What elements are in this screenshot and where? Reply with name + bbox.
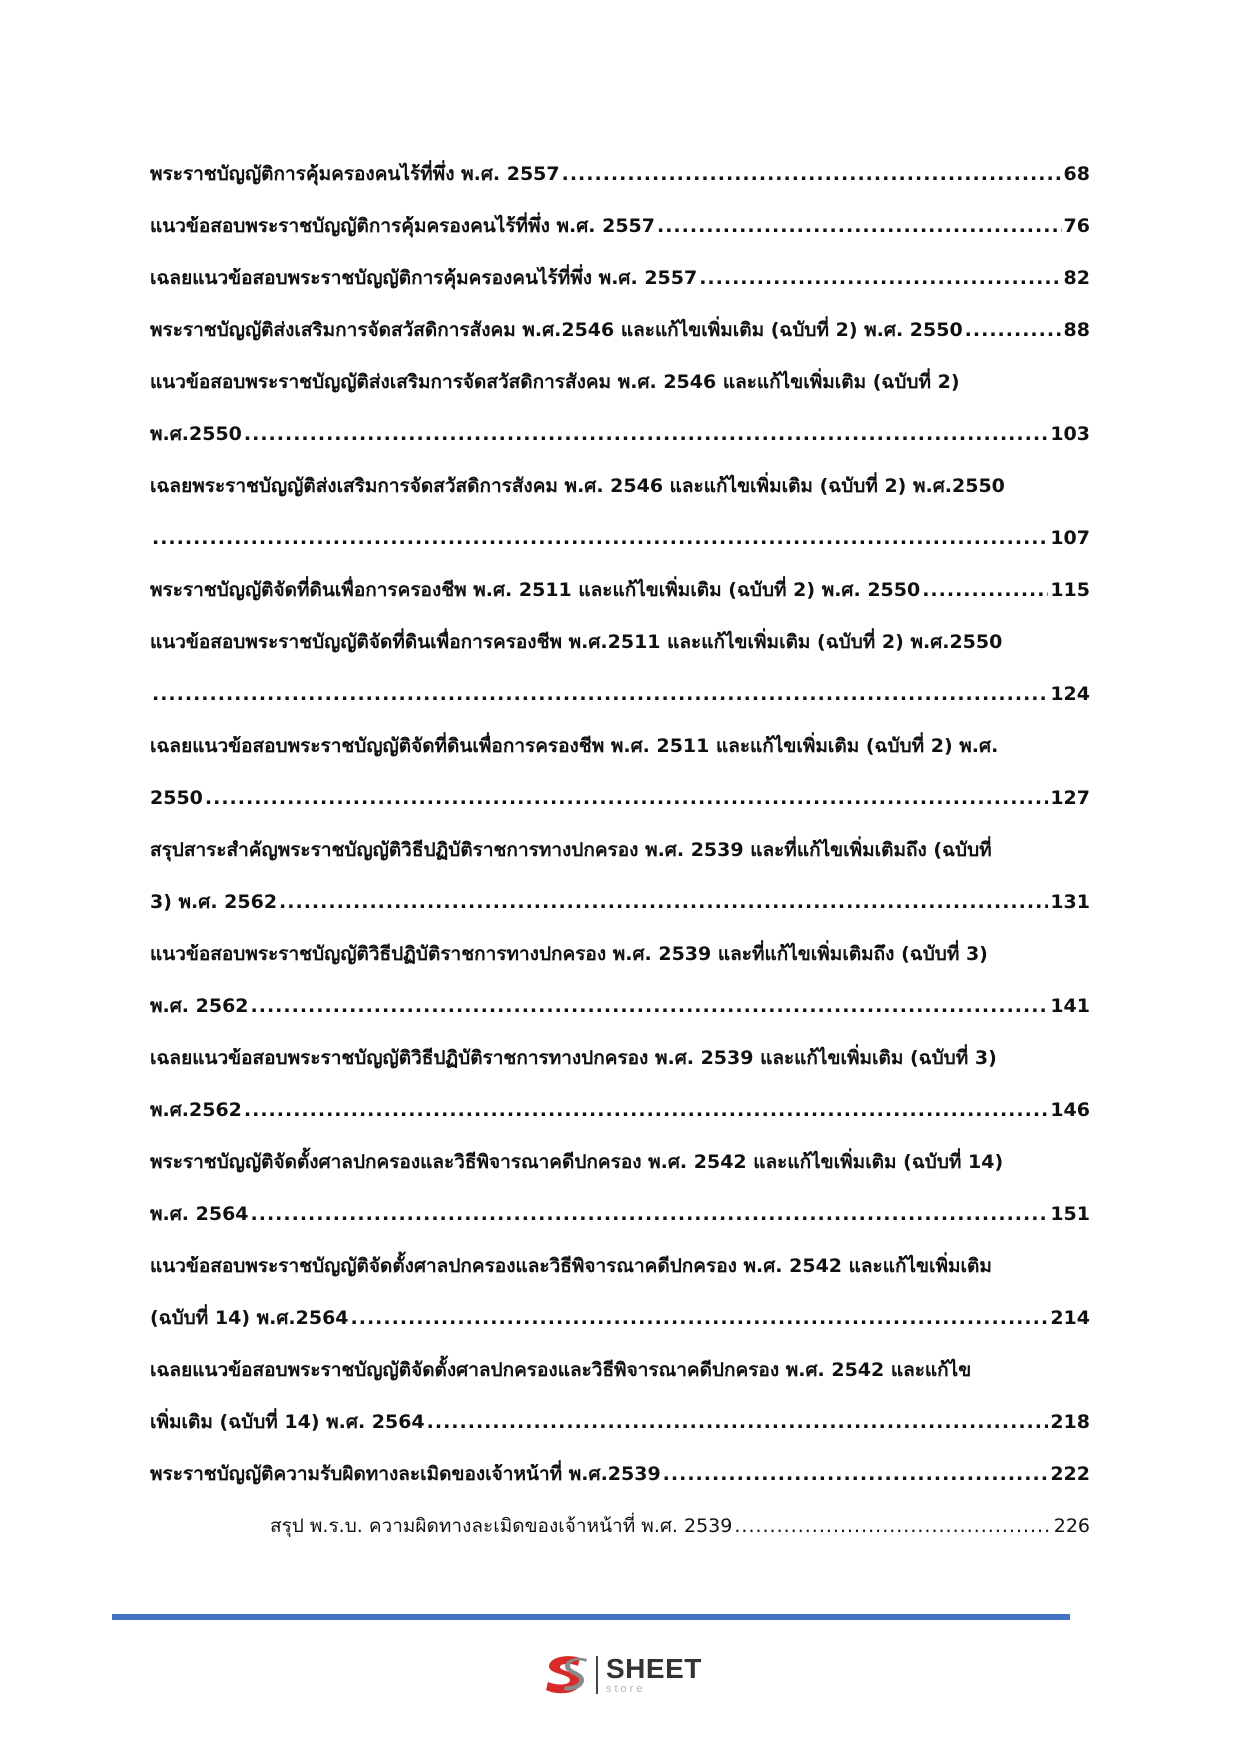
- toc-entry[interactable]: [150, 356, 1090, 460]
- toc-leader-dots: [734, 1500, 1051, 1552]
- toc-entry[interactable]: [150, 304, 1090, 356]
- toc-entry-page: 103: [1050, 423, 1090, 445]
- toc-leader-dots: [279, 876, 1048, 928]
- toc-entry-title-line1: แนวข้อสอบพระราชบัญญัติวิธีปฏิบัติราชการทางปกครอง พ.ศ. 2539 และที่แก้ไขเพิ่มเติมถึง (ฉบับที่ 3): [150, 943, 988, 965]
- toc-entry-page: 88: [1063, 319, 1090, 341]
- toc-entry-title-line2: เพิ่มเติม (ฉบับที่ 14) พ.ศ. 2564: [150, 1411, 425, 1433]
- toc-leader-dots: [699, 252, 1061, 304]
- logo-subtext: store: [606, 1683, 646, 1695]
- toc-entry[interactable]: [150, 200, 1090, 252]
- toc-entry[interactable]: [150, 460, 1090, 564]
- toc-entry-page: 115: [1050, 579, 1090, 601]
- toc-entry-page: 76: [1063, 215, 1090, 237]
- toc-entry-page: 127: [1050, 787, 1090, 809]
- toc-entry[interactable]: [150, 720, 1090, 824]
- toc-entry-title-line1: แนวข้อสอบพระราชบัญญัติจัดที่ดินเพื่อการครองชีพ พ.ศ.2511 และแก้ไขเพิ่มเติม (ฉบับที่ 2) พ.ศ.2550: [150, 631, 1003, 653]
- toc-entry-title-line1: พระราชบัญญัติจัดตั้งศาลปกครองและวิธีพิจารณาคดีปกครอง พ.ศ. 2542 และแก้ไขเพิ่มเติม (ฉบับที่ 14): [150, 1151, 1004, 1173]
- toc-entry-title-line2: (ฉบับที่ 14) พ.ศ.2564: [150, 1307, 349, 1329]
- toc-entry-title-line2: พ.ศ.2550: [150, 423, 242, 445]
- toc-entry-page: 68: [1063, 163, 1090, 185]
- toc-entry-title-line2: พ.ศ. 2564: [150, 1203, 249, 1225]
- logo-word: SHEET: [606, 1653, 702, 1684]
- toc-entry-title-line1: เฉลยแนวข้อสอบพระราชบัญญัติจัดตั้งศาลปกครองและวิธีพิจารณาคดีปกครอง พ.ศ. 2542 และแก้ไข: [150, 1359, 972, 1381]
- sheet-store-logo-icon: [540, 1652, 592, 1698]
- toc-leader-dots: [251, 980, 1049, 1032]
- toc-leader-dots: [205, 772, 1048, 824]
- toc-entry-title: สรุป พ.ร.บ. ความผิดทางละเมิดของเจ้าหน้าที่ พ.ศ. 2539: [270, 1515, 733, 1537]
- toc-leader-dots: [351, 1292, 1049, 1344]
- toc-entry-title-line1: เฉลยพระราชบัญญัติส่งเสริมการจัดสวัสดิการสังคม พ.ศ. 2546 และแก้ไขเพิ่มเติม (ฉบับที่ 2) พ.ศ.2550: [150, 475, 1005, 497]
- toc-entry[interactable]: [150, 1032, 1090, 1136]
- toc-leader-dots: [244, 408, 1048, 460]
- toc-entry[interactable]: [150, 252, 1090, 304]
- toc-entry-title: พระราชบัญญัติการคุ้มครองคนไร้ที่พึ่ง พ.ศ. 2557: [150, 163, 560, 185]
- toc-entry-title: แนวข้อสอบพระราชบัญญัติการคุ้มครองคนไร้ที่พึ่ง พ.ศ. 2557: [150, 215, 655, 237]
- toc-leader-dots: [965, 304, 1062, 356]
- toc-entry-page: 107: [1050, 527, 1090, 549]
- toc-entry[interactable]: [150, 1240, 1090, 1344]
- toc-entry-title-line2: 3) พ.ศ. 2562: [150, 891, 278, 913]
- toc-entry-page: 226: [1053, 1515, 1090, 1537]
- toc-entry[interactable]: [150, 148, 1090, 200]
- toc-entry[interactable]: [150, 824, 1090, 928]
- toc-entry-page: 82: [1063, 267, 1090, 289]
- toc-entry-title-line2: พ.ศ.2562: [150, 1099, 242, 1121]
- toc-entry[interactable]: [150, 616, 1090, 720]
- toc-leader-dots: [244, 1084, 1048, 1136]
- toc-leader-dots: [251, 1188, 1049, 1240]
- toc-entry-page: 141: [1050, 995, 1090, 1017]
- toc-entry-page: 218: [1050, 1411, 1090, 1433]
- sheet-store-logo: [540, 1652, 702, 1698]
- toc-entry[interactable]: [150, 1448, 1090, 1500]
- toc-leader-dots: [657, 200, 1062, 252]
- toc-leader-dots: [922, 564, 1048, 616]
- toc-entry-title-line1: เฉลยแนวข้อสอบพระราชบัญญัติวิธีปฏิบัติราชการทางปกครอง พ.ศ. 2539 และแก้ไขเพิ่มเติม (ฉบับที่ 3): [150, 1047, 997, 1069]
- toc-entry-title-line1: แนวข้อสอบพระราชบัญญัติจัดตั้งศาลปกครองและวิธีพิจารณาคดีปกครอง พ.ศ. 2542 และแก้ไขเพิ่มเติม: [150, 1255, 992, 1277]
- toc-leader-dots: [152, 668, 1048, 720]
- toc-entry-title-line2: 2550: [150, 787, 203, 809]
- toc-entry-title-line1: แนวข้อสอบพระราชบัญญัติส่งเสริมการจัดสวัสดิการสังคม พ.ศ. 2546 และแก้ไขเพิ่มเติม (ฉบับที่ 2): [150, 371, 960, 393]
- toc-leader-dots: [427, 1396, 1049, 1448]
- toc-entry-page: 214: [1050, 1307, 1090, 1329]
- toc-sub-entry[interactable]: [150, 1500, 1090, 1552]
- toc-entry-title: พระราชบัญญัติจัดที่ดินเพื่อการครองชีพ พ.ศ. 2511 และแก้ไขเพิ่มเติม (ฉบับที่ 2) พ.ศ. 2550: [150, 579, 921, 601]
- toc-entry-page: 124: [1050, 683, 1090, 705]
- toc-entry[interactable]: [150, 928, 1090, 1032]
- logo-text: [606, 1655, 702, 1695]
- toc-entry[interactable]: [150, 1344, 1090, 1448]
- toc-leader-dots: [152, 512, 1048, 564]
- toc-leader-dots: [562, 148, 1062, 200]
- toc-leader-dots: [663, 1448, 1049, 1500]
- toc-entry[interactable]: [150, 1136, 1090, 1240]
- toc-entry-page: 146: [1050, 1099, 1090, 1121]
- toc-entry-title-line2: พ.ศ. 2562: [150, 995, 249, 1017]
- toc-entry[interactable]: [150, 564, 1090, 616]
- table-of-contents: [150, 148, 1090, 1552]
- toc-entry-title: พระราชบัญญัติความรับผิดทางละเมิดของเจ้าหน้าที่ พ.ศ.2539: [150, 1463, 661, 1485]
- footer-rule: [112, 1614, 1070, 1620]
- toc-entry-title: พระราชบัญญัติส่งเสริมการจัดสวัสดิการสังคม พ.ศ.2546 และแก้ไขเพิ่มเติม (ฉบับที่ 2) พ.ศ. 2550: [150, 319, 963, 341]
- toc-entry-page: 151: [1050, 1203, 1090, 1225]
- toc-entry-title-line1: เฉลยแนวข้อสอบพระราชบัญญัติจัดที่ดินเพื่อการครองชีพ พ.ศ. 2511 และแก้ไขเพิ่มเติม (ฉบับที่ 2) พ.ศ.: [150, 735, 999, 757]
- toc-entry-title: เฉลยแนวข้อสอบพระราชบัญญัติการคุ้มครองคนไร้ที่พึ่ง พ.ศ. 2557: [150, 267, 698, 289]
- logo-separator: [596, 1656, 598, 1694]
- toc-entry-page: 222: [1050, 1463, 1090, 1485]
- toc-entry-title-line1: สรุปสาระสำคัญพระราชบัญญัติวิธีปฏิบัติราชการทางปกครอง พ.ศ. 2539 และที่แก้ไขเพิ่มเติมถึง (ฉบับที่: [150, 839, 992, 861]
- toc-entry-page: 131: [1050, 891, 1090, 913]
